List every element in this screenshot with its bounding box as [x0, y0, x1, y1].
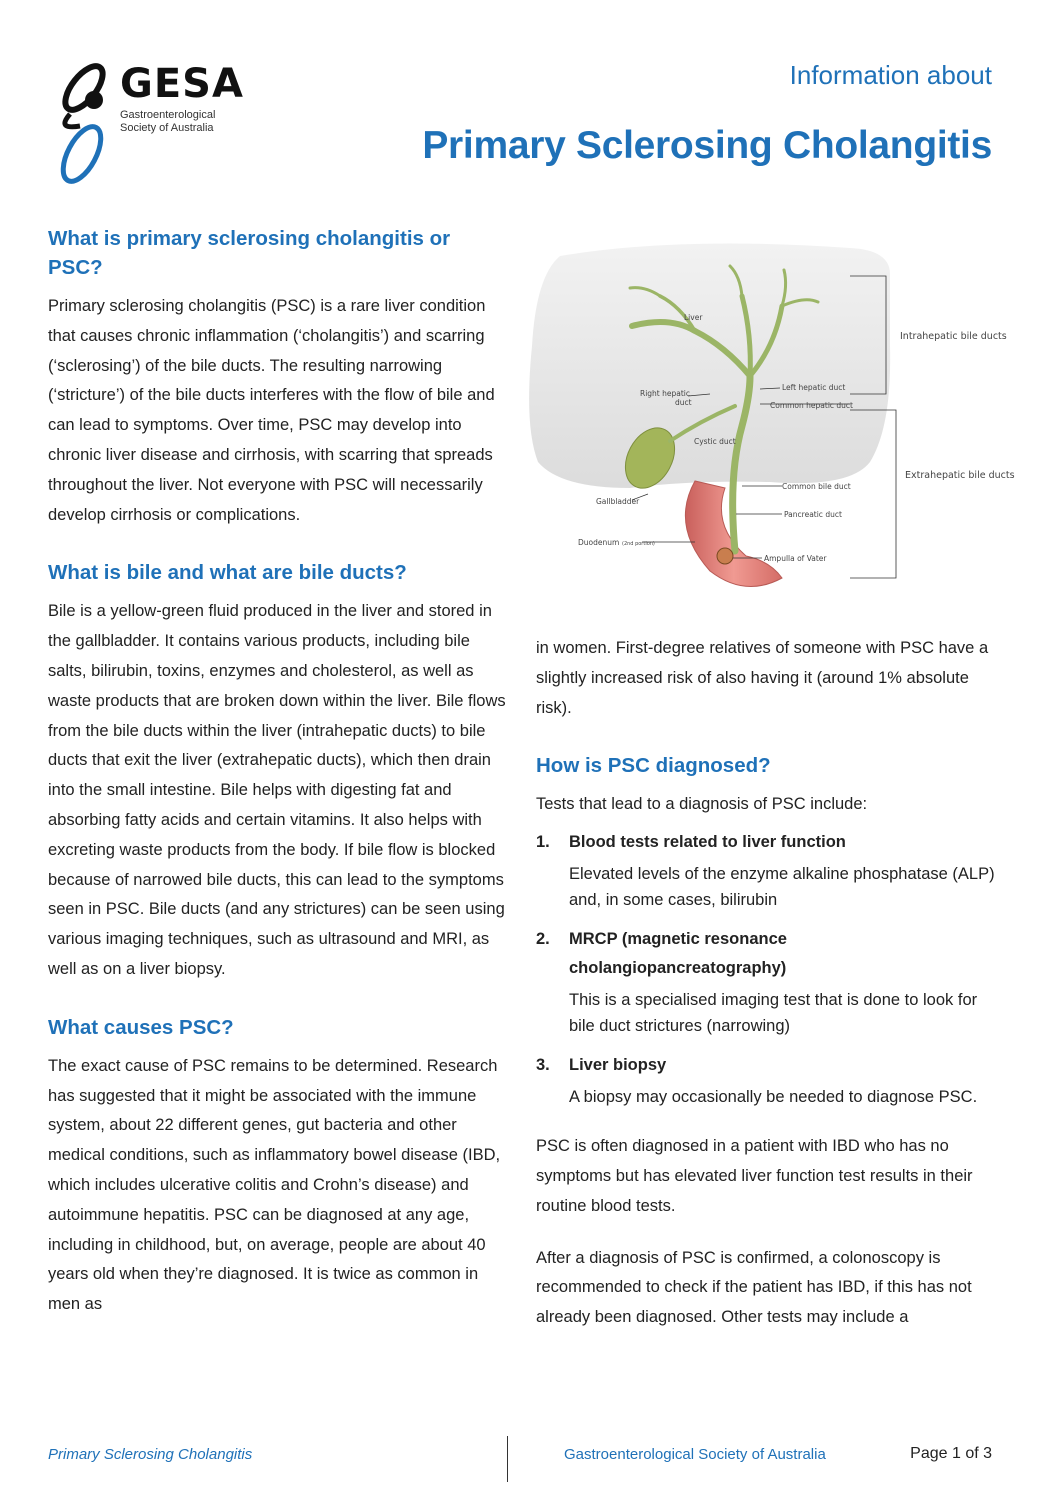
info-about-label: Information about [789, 60, 992, 90]
logo-subtitle-line1: Gastroenterological [120, 109, 216, 121]
logo-subtitle-line2: Society of Australia [120, 122, 214, 134]
label-common-hepatic: Common hepatic duct [770, 401, 853, 410]
section-heading-causes: What causes PSC? [48, 1015, 234, 1039]
diagnosis-intro: Tests that lead to a diagnosis of PSC include: [536, 795, 868, 814]
ampulla-marker [717, 548, 733, 564]
label-intrahepatic: Intrahepatic bile ducts [900, 331, 1007, 342]
footer-organisation: Gastroenterological Society of Australia [564, 1446, 826, 1463]
diagnosis-tests-list [536, 828, 996, 1110]
footer-divider [507, 1436, 508, 1482]
label-duodenum-note: (2nd portion) [622, 541, 655, 547]
label-liver: Liver [684, 313, 703, 322]
right-column [536, 634, 996, 1333]
label-common-bile: Common bile duct [782, 482, 851, 491]
left-column [48, 224, 508, 1320]
list-item-title: Liver biopsy [569, 1056, 667, 1075]
label-left-hepatic: Left hepatic duct [782, 383, 846, 392]
list-item [536, 1051, 996, 1110]
label-extrahepatic: Extrahepatic bile ducts [905, 470, 1015, 481]
list-item-number: 1. [536, 833, 550, 852]
label-duodenum: Duodenum [578, 538, 620, 547]
list-item-body: This is a specialised imaging test that is done to look for bile duct strictures (narrowing) [569, 991, 978, 1036]
section-body-causes: The exact cause of PSC remains to be determined. Research has suggested that it might be associated with the immune system, about 22 different genes, gut bacteria and other medical conditions, such as inflammatory bowel disease (IBD, which includes ulcerative colitis and Crohn’s disease) and autoimmune hepatitis. PSC can be diagnosed at any age, including in childhood, but, on average, people are about 40 years old when they’re diagnosed. It is twice as common in men as [48, 1056, 501, 1314]
label-right-hepatic-2: duct [675, 398, 692, 407]
list-item-title: MRCP (magnetic resonance cholangiopancreatography) [569, 930, 787, 978]
list-item [536, 828, 996, 913]
section-heading-bile: What is bile and what are bile ducts? [48, 561, 407, 585]
label-gallbladder: Gallbladder [596, 497, 640, 506]
label-cystic: Cystic duct [694, 437, 736, 446]
list-item-number: 3. [536, 1056, 550, 1075]
footer-document-title: Primary Sclerosing Cholangitis [48, 1446, 253, 1463]
list-item-title: Blood tests related to liver function [569, 833, 846, 852]
page-title: Primary Sclerosing Cholangitis [422, 124, 992, 167]
section-body-what-is-psc: Primary sclerosing cholangitis (PSC) is a rare liver condition that causes chronic inflammation (‘cholangitis’) and scarring (‘sclerosing’) of the bile ducts. The resulting narrowing (‘stricture’) of the bile ducts interferes with the flow of bile and can lead to symptoms. Over time, PSC may develop into chronic liver disease and cirrhosis, with scarring that spreads throughout the liver. Not everyone with PSC will necessarily develop cirrhosis or complications. [48, 297, 495, 524]
continuation-text: in women. First-degree relatives of someone with PSC have a slightly increased risk of also having it (around 1% absolute risk). [536, 639, 989, 717]
section-heading-what-is-psc: What is primary sclerosing cholangitis or PSC? [48, 227, 451, 279]
list-item-body: Elevated levels of the enzyme alkaline phosphatase (ALP) and, in some cases, bilirubin [569, 865, 995, 910]
footer-page-number: Page 1 of 3 [910, 1445, 992, 1462]
section-body-bile: Bile is a yellow-green fluid produced in the liver and stored in the gallbladder. It contains various products, including bile salts, bilirubin, toxins, enzymes and cholesterol, as well as waste products that are broken down within the liver. Bile flows from the bile ducts within the liver (intrahepatic ducts) to bile ducts that exit the liver (extrahepatic ducts), which then drain into the small intestine. Bile helps with digesting fat and absorbing fatty acids and certain vitamins. It also helps with excreting waste products from the body. If bile flow is blocked because of narrowed bile ducts, this can lead to the symptoms seen in PSC. Bile ducts (and any strictures) can be seen using various imaging techniques, such as ultrasound and MRI, as well as on a liver biopsy. [48, 602, 506, 978]
label-pancreatic: Pancreatic duct [784, 510, 842, 519]
bile-duct-diagram [520, 226, 1020, 606]
diagnosis-paragraph-ibd: PSC is often diagnosed in a patient with IBD who has no symptoms but has elevated liver function test results in their routine blood tests. [536, 1137, 973, 1215]
label-right-hepatic-1: Right hepatic [640, 389, 691, 398]
label-ampulla: Ampulla of Vater [764, 554, 827, 563]
list-item-number: 2. [536, 930, 550, 949]
diagnosis-paragraph-colonoscopy: After a diagnosis of PSC is confirmed, a colonoscopy is recommended to check if the patient has IBD, if this has not already been diagnosed. Other tests may include a [536, 1248, 972, 1327]
logo-title: GESA [120, 61, 244, 107]
list-item-body: A biopsy may occasionally be needed to diagnose PSC. [569, 1088, 978, 1107]
liver-shape [529, 244, 890, 489]
section-heading-diagnosis: How is PSC diagnosed? [536, 754, 771, 778]
list-item [536, 925, 996, 1039]
